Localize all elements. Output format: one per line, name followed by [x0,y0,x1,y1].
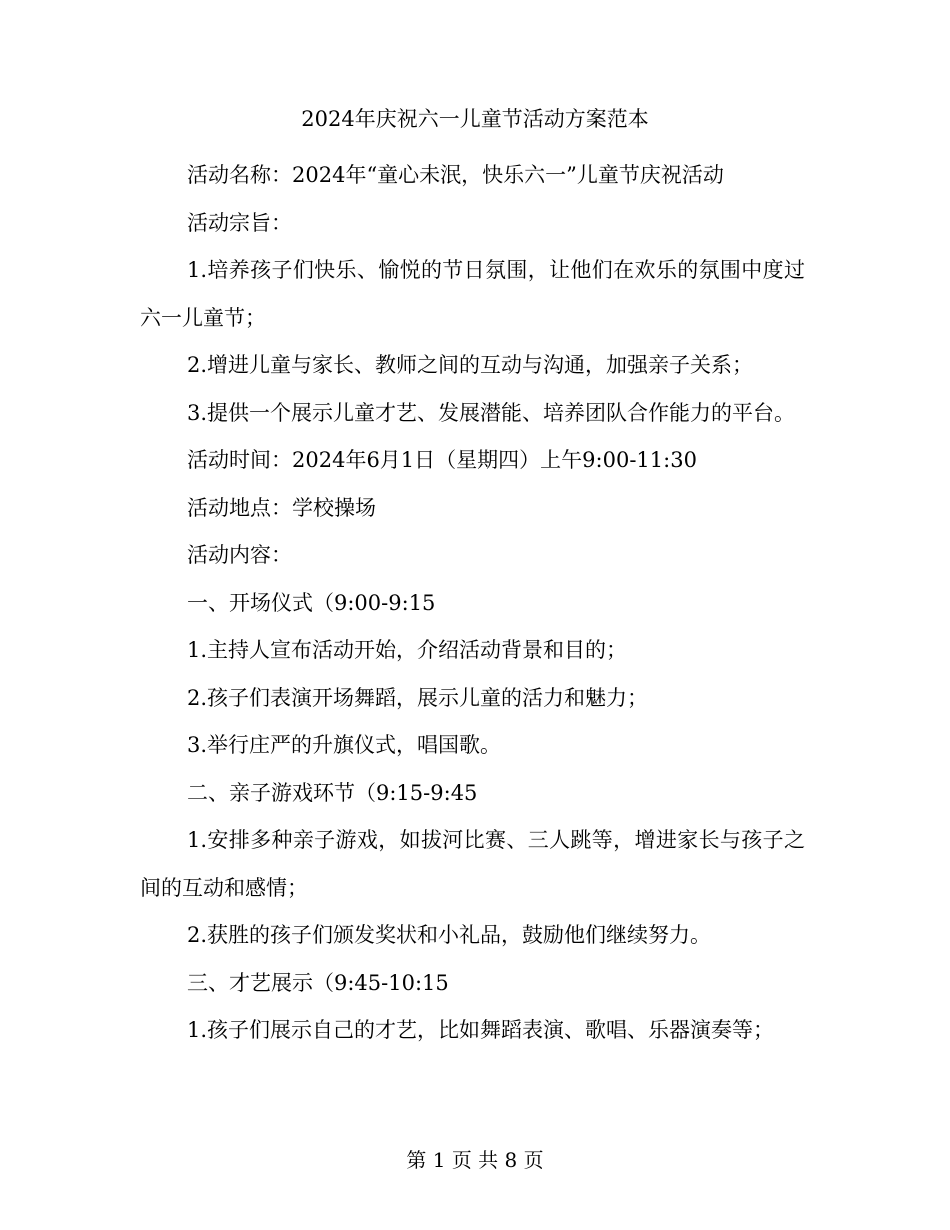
paragraph: 活动地点：学校操场 [187,495,376,520]
paragraph: 活动名称：2024年“童心未泯，快乐六一”儿童节庆祝活动 [187,163,724,187]
paragraph: 3.提供一个展示儿童才艺、发展潜能、培养团队合作能力的平台。 [187,400,796,425]
paragraph: 2.获胜的孩子们颁发奖状和小礼品，鼓励他们继续努力。 [187,923,712,947]
paragraph: 活动内容： [187,543,292,567]
paragraph: 1.培养孩子们快乐、愉悦的节日氛围，让他们在欢乐的氛围中度过六一儿童节； [140,258,805,330]
paragraph: 1.安排多种亲子游戏，如拔河比赛、三人跳等，增进家长与孩子之间的互动和感情； [140,828,805,900]
section-heading: 二、亲子游戏环节（9:15-9:45 [187,780,478,805]
section-heading: 三、才艺展示（9:45-10:15 [187,970,449,995]
paragraph: 活动宗旨： [187,210,292,235]
paragraph: 2.孩子们表演开场舞蹈，展示儿童的活力和魅力； [187,685,649,710]
paragraph: 3.举行庄严的升旗仪式，唱国歌。 [187,733,502,757]
document-body [140,152,805,1055]
document-title: 2024年庆祝六一儿童节活动方案范本 [301,107,649,131]
paragraph: 2.增进儿童与家长、教师之间的互动与沟通，加强亲子关系； [187,353,754,377]
paragraph: 1.孩子们展示自己的才艺，比如舞蹈表演、歌唱、乐器演奏等； [187,1018,775,1042]
paragraph: 1.主持人宣布活动开始，介绍活动背景和目的； [187,638,628,662]
paragraph: 活动时间：2024年6月1日（星期四）上午9:00-11:30 [187,448,697,472]
section-heading: 一、开场仪式（9:00-9:15 [187,590,436,615]
page-footer: 第 1 页 共 8 页 [406,1148,544,1172]
